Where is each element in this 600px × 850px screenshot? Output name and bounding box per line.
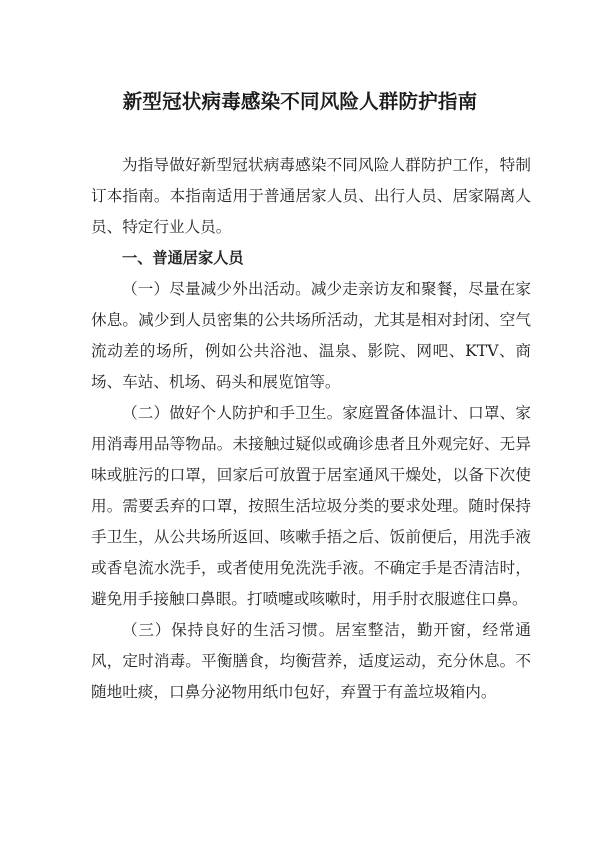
section-paragraph-1: （一）尽量减少外出活动。减少走亲访友和聚餐，尽量在家休息。减少到人员密集的公共场所活动，尤其是相对封闭、空气流动差的场所，例如公共浴池、温泉、影院、网吧、KTV、商场、车站、机场、码头和展览馆等。 (91, 280, 531, 391)
section-heading: 一、普通居家人员 (122, 249, 244, 267)
document-body (91, 150, 531, 708)
intro-paragraph: 为指导做好新型冠状病毒感染不同风险人群防护工作，特制订本指南。本指南适用于普通居家人员、出行人员、居家隔离人员、特定行业人员。 (91, 156, 531, 236)
section-paragraph-3: （三）保持良好的生活习惯。居室整洁，勤开窗，经常通风，定时消毒。平衡膳食，均衡营养，适度运动，充分休息。不随地吐痰，口鼻分泌物用纸巾包好，弃置于有盖垃圾箱内。 (91, 621, 531, 701)
document-title: 新型冠状病毒感染不同风险人群防护指南 (122, 90, 478, 113)
section-paragraph-2: （二）做好个人防护和手卫生。家庭置备体温计、口罩、家用消毒用品等物品。未接触过疑似或确诊患者且外观完好、无异味或脏污的口罩，回家后可放置于居室通风干燥处，以备下次使用。需要丢弃的口罩，按照生活垃圾分类的要求处理。随时保持手卫生，从公共场所返回、咳嗽手捂之后、饭前便后，用洗手液或香皂流水洗手，或者使用免洗洗手液。不确定手是否清洁时，避免用手接触口鼻眼。打喷嚏或咳嗽时，用手肘衣服遮住口鼻。 (91, 404, 531, 608)
